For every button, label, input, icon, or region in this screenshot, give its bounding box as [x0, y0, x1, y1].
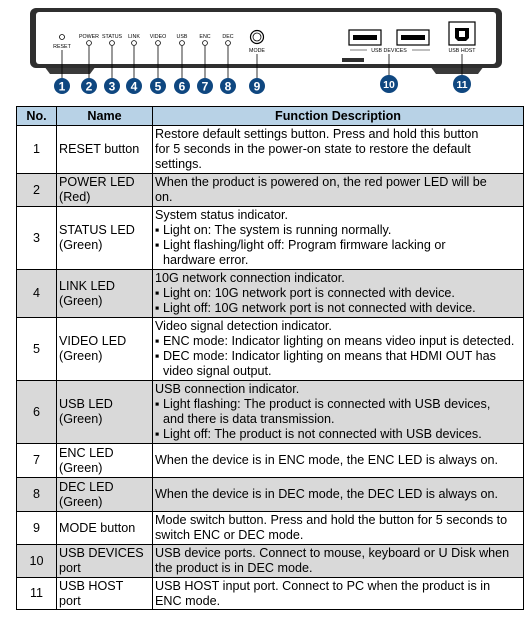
label-reset: RESET — [53, 44, 71, 50]
table-row — [17, 578, 524, 610]
usb-a-port-2-tongue — [401, 35, 425, 40]
callout-badge-3 — [104, 78, 120, 94]
desc-line: USB device ports. Connect to mouse, keyboard or U Disk when — [155, 546, 510, 560]
desc-line: on. — [155, 190, 173, 204]
header-name: Name — [57, 107, 153, 126]
svg-text:9: 9 — [253, 79, 261, 94]
table-row — [17, 318, 524, 381]
table-row — [17, 545, 524, 578]
name-line: (Red) — [59, 190, 91, 204]
usb-b-port-tongue — [459, 31, 465, 37]
desc-line: settings. — [155, 157, 202, 171]
vent-slot — [342, 58, 364, 62]
name-line: VIDEO LED — [59, 334, 127, 348]
row-name — [57, 512, 153, 545]
desc-line: Mode switch button. Press and hold the button for 5 seconds to — [155, 513, 508, 527]
name-line: STATUS LED — [59, 223, 135, 237]
callout-badge-7 — [197, 78, 213, 94]
row-name — [57, 444, 153, 478]
name-line: USB LED — [59, 397, 113, 411]
device-front-panel — [0, 0, 527, 100]
callout-badge-9 — [249, 78, 265, 94]
label-power: POWER — [78, 34, 100, 40]
name-line: USB DEVICES — [59, 546, 144, 560]
desc-line: When the device is in DEC mode, the DEC LED is always on. — [155, 487, 498, 501]
desc-line: ▪ Light on: The system is running normally. — [155, 223, 392, 237]
row-number: 11 — [17, 578, 57, 610]
row-description — [153, 444, 524, 478]
svg-text:1: 1 — [58, 79, 66, 94]
desc-line: Restore default settings button. Press and hold this button — [155, 127, 479, 141]
row-description — [153, 381, 524, 444]
name-line: (Green) — [59, 460, 103, 475]
row-number: 3 — [17, 207, 57, 270]
row-number: 9 — [17, 512, 57, 545]
svg-text:10: 10 — [383, 79, 395, 91]
desc-line: When the device is in ENC mode, the ENC LED is always on. — [155, 453, 498, 467]
row-description — [153, 270, 524, 318]
desc-line: System status indicator. — [155, 208, 288, 222]
name-line: DEC LED — [59, 479, 114, 494]
label-usb: USB — [176, 34, 188, 40]
table-row — [17, 174, 524, 207]
svg-text:3: 3 — [108, 79, 116, 94]
row-number: 10 — [17, 545, 57, 578]
row-number: 7 — [17, 444, 57, 478]
name-line: (Green) — [59, 494, 103, 509]
desc-line: 10G network connection indicator. — [155, 271, 345, 285]
row-name — [57, 174, 153, 207]
header-desc: Function Description — [153, 107, 524, 126]
row-description — [153, 174, 524, 207]
desc-line: the product is in DEC mode. — [155, 561, 313, 575]
desc-line: Video signal detection indicator. — [155, 319, 332, 333]
name-line: ENC LED — [59, 445, 114, 460]
callout-badge-4 — [126, 78, 142, 94]
row-name — [57, 478, 153, 512]
table-row — [17, 270, 524, 318]
row-number: 8 — [17, 478, 57, 512]
name-line: (Green) — [59, 412, 103, 426]
name-line: (Green) — [59, 238, 103, 252]
label-status: STATUS — [101, 34, 123, 40]
desc-line: ENC mode. — [155, 593, 221, 608]
row-number: 6 — [17, 381, 57, 444]
desc-line: ▪ Light flashing: The product is connected with USB devices, — [155, 397, 491, 411]
row-number: 1 — [17, 126, 57, 174]
desc-line: ▪ Light flashing/light off: Program firmware lacking or — [155, 238, 446, 252]
desc-line: ▪ Light off: The product is not connected with USB devices. — [155, 427, 482, 441]
row-name — [57, 207, 153, 270]
desc-line: for 5 seconds in the power-on state to restore the default — [155, 142, 471, 156]
usb-a-port-1-tongue — [353, 35, 377, 40]
name-line: port — [59, 593, 81, 608]
function-table — [16, 106, 524, 610]
callout-badge-8 — [220, 78, 236, 94]
svg-text:8: 8 — [224, 79, 232, 94]
row-description — [153, 545, 524, 578]
name-line: port — [59, 561, 81, 575]
svg-text:7: 7 — [201, 79, 209, 94]
table-row — [17, 478, 524, 512]
desc-line: USB connection indicator. — [155, 382, 300, 396]
row-name — [57, 545, 153, 578]
row-description — [153, 478, 524, 512]
row-description — [153, 207, 524, 270]
name-line: LINK LED — [59, 278, 115, 293]
desc-line: When the product is powered on, the red power LED will be — [155, 175, 487, 189]
name-line: POWER LED — [59, 175, 135, 189]
label-usb-devices: USB DEVICES — [371, 48, 407, 54]
label-dec: DEC — [222, 34, 234, 40]
header-no: No. — [17, 107, 57, 126]
desc-line: and there is data transmission. — [163, 412, 335, 426]
callout-badge-11 — [453, 75, 471, 93]
desc-line: switch ENC or DEC mode. — [155, 528, 304, 542]
svg-text:4: 4 — [130, 79, 138, 94]
label-video: VIDEO — [149, 34, 167, 40]
row-description — [153, 126, 524, 174]
desc-line: ▪ DEC mode: Indicator lighting on means that HDMI OUT has — [155, 349, 496, 363]
desc-line: USB HOST input port. Connect to PC when the product is in — [155, 578, 491, 593]
svg-text:5: 5 — [154, 79, 162, 94]
name-line: MODE button — [59, 520, 136, 535]
row-name — [57, 381, 153, 444]
label-link: LINK — [128, 34, 140, 40]
callout-badge-2 — [81, 78, 97, 94]
row-name — [57, 318, 153, 381]
desc-line: ▪ Light off: 10G network port is not connected with device. — [155, 301, 476, 315]
row-name — [57, 578, 153, 610]
row-number: 2 — [17, 174, 57, 207]
row-name — [57, 126, 153, 174]
callout-badge-6 — [174, 78, 190, 94]
row-name — [57, 270, 153, 318]
row-description — [153, 512, 524, 545]
callout-badge-5 — [150, 78, 166, 94]
desc-line: ▪ Light on: 10G network port is connected with device. — [155, 286, 455, 300]
label-enc: ENC — [199, 34, 211, 40]
row-number: 5 — [17, 318, 57, 381]
name-line: USB HOST — [59, 578, 124, 593]
table-row — [17, 381, 524, 444]
label-mode: MODE — [249, 48, 265, 54]
svg-text:11: 11 — [456, 79, 468, 91]
desc-line: video signal output. — [163, 364, 272, 378]
table-row — [17, 444, 524, 478]
row-description — [153, 318, 524, 381]
name-line: (Green) — [59, 349, 103, 363]
desc-line: hardware error. — [163, 253, 249, 267]
table-row — [17, 207, 524, 270]
table-row — [17, 512, 524, 545]
svg-text:2: 2 — [85, 79, 93, 94]
callout-badge-10 — [380, 75, 398, 93]
desc-line: ▪ ENC mode: Indicator lighting on means video input is detected. — [155, 334, 515, 348]
name-line: RESET button — [59, 142, 140, 156]
mode-button-icon[interactable] — [251, 31, 264, 44]
name-line: (Green) — [59, 293, 103, 308]
label-usb-host: USB HOST — [448, 48, 476, 54]
table-header-row — [17, 107, 524, 126]
row-number: 4 — [17, 270, 57, 318]
svg-text:6: 6 — [178, 79, 186, 94]
table-row — [17, 126, 524, 174]
callout-badge-1 — [54, 78, 70, 94]
row-description — [153, 578, 524, 610]
